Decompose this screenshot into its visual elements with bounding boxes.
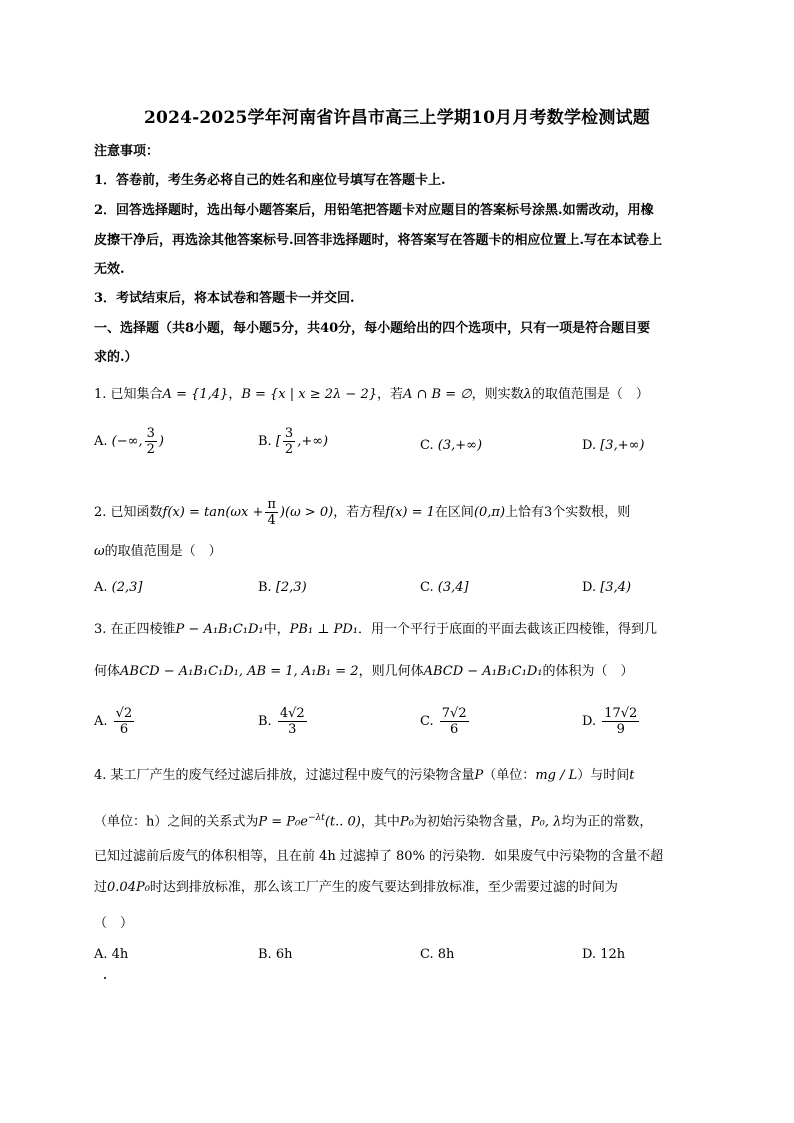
question-4-stem-line-3: 已知过滤前后废气的体积相等，且在前 4h 过滤掉了 80% 的污染物．如果废气中污染物的含量不超: [94, 849, 664, 864]
question-4-option-a: A. 4h: [94, 947, 129, 962]
question-3-option-d: D. $\frac{17√2}{9}$: [582, 706, 638, 737]
question-4-stem-line-2: （单位：h）之间的关系式为$P = P_0e^{-\lambda t}(t$.. 0)，其中P₀为初始污染物含量，P₀, λ均为正的常数，: [94, 813, 653, 830]
fraction: $\frac{3}{2}$: [284, 426, 294, 457]
notice-item-2-line-3: 无效.: [94, 262, 125, 277]
question-1-option-a: A. (−∞, $\frac{3}{2}$ ): [94, 426, 164, 457]
question-4-stem-line-1: 4. 某工厂产生的废气经过滤后排放，过滤过程中废气的污染物含量P（单位：mg / L）与时间t: [94, 768, 635, 783]
notice-heading: 注意事项：: [94, 144, 160, 159]
notice-item-1: 1．答卷前，考生务必将自己的姓名和座位号填写在答题卡上.: [94, 173, 446, 188]
section-heading-line-2: 求的.）: [94, 350, 138, 365]
question-3-stem-line-1: 3. 在正四棱锥P − A₁B₁C₁D₁中，PB₁ ⊥ PD₁．用一个平行于底面的平面去截该正四棱锥，得到几: [94, 622, 658, 637]
stray-dot: [104, 977, 106, 979]
question-4-option-d: D. 12h: [582, 947, 626, 962]
set-a: A = {1,4}: [162, 387, 229, 402]
question-4-option-c: C. 8h: [420, 947, 455, 962]
fraction: $\frac{17√2}{9}$: [604, 706, 638, 737]
fraction: $\frac{3}{2}$: [146, 426, 155, 457]
fraction: $\frac{\pi}{4}$: [267, 497, 276, 528]
question-2-option-c: C. (3,4]: [420, 580, 469, 595]
question-2-stem-line-2: ω的取值范围是（ ）: [94, 544, 222, 559]
section-heading-line-1: 一、选择题（共8小题，每小题5分，共40分，每小题给出的四个选项中，只有一项是符合题目要: [94, 321, 651, 336]
question-3-stem-line-2: 何体ABCD − A₁B₁C₁D₁, AB = 1, A₁B₁ = 2，则几何体ABCD − A₁B₁C₁D₁的体积为（ ）: [94, 664, 634, 679]
question-2-option-a: A. (2,3]: [94, 580, 143, 595]
question-1-option-c: C. (3,+∞): [420, 438, 483, 453]
question-2-stem-line-1: 2. 已知函数f(x) = tan(ωx + $\frac{\pi}{4}$ )(ω > 0)，若方程f(x) = 1在区间(0,π)上恰有3个实数根，则: [94, 497, 631, 528]
question-4-stem-line-4: 过0.04P₀时达到排放标准，那么该工厂产生的废气要达到排放标准，至少需要过滤的时间为: [94, 880, 618, 895]
notice-item-3: 3．考试结束后，将本试卷和答题卡一并交回.: [94, 291, 355, 306]
question-3-option-c: C. $\frac{7√2}{6}$: [420, 706, 467, 737]
question-2-option-d: D. [3,4): [582, 580, 632, 595]
notice-item-2-line-1: 2．回答选择题时，选出每小题答案后，用铅笔把答题卡对应题目的答案标号涂黑.如需改动，用橡: [94, 203, 654, 218]
notice-item-2-line-2: 皮擦干净后，再选涂其他答案标号.回答非选择题时，将答案写在答题卡的相应位置上.写在本试卷上: [94, 233, 663, 248]
question-2-option-b: B. [2,3): [258, 580, 307, 595]
set-b: B = {x | x ≥ 2λ − 2}: [241, 387, 377, 402]
question-1-stem: 1. 已知集合A = {1,4}，B = {x | x ≥ 2λ − 2}，若A ∩ B = ∅，则实数λ的取值范围是（ ）: [94, 387, 649, 402]
question-3-option-b: B. $\frac{4√2}{3}$: [258, 706, 305, 737]
question-3-option-a: A. $\frac{√2}{6}$: [94, 706, 133, 737]
fraction: $\frac{4√2}{3}$: [279, 706, 305, 737]
page-title: 2024-2025学年河南省许昌市高三上学期10月月考数学检测试题: [144, 108, 650, 128]
question-4-option-b: B. 6h: [258, 947, 293, 962]
fraction: $\frac{√2}{6}$: [115, 706, 133, 737]
fraction: $\frac{7√2}{6}$: [441, 706, 467, 737]
question-1-option-d: D. [3,+∞): [582, 438, 645, 453]
question-1-option-b: B. [ $\frac{3}{2}$ ,+∞): [258, 426, 329, 457]
question-4-stem-line-5: （ ）: [94, 916, 134, 931]
